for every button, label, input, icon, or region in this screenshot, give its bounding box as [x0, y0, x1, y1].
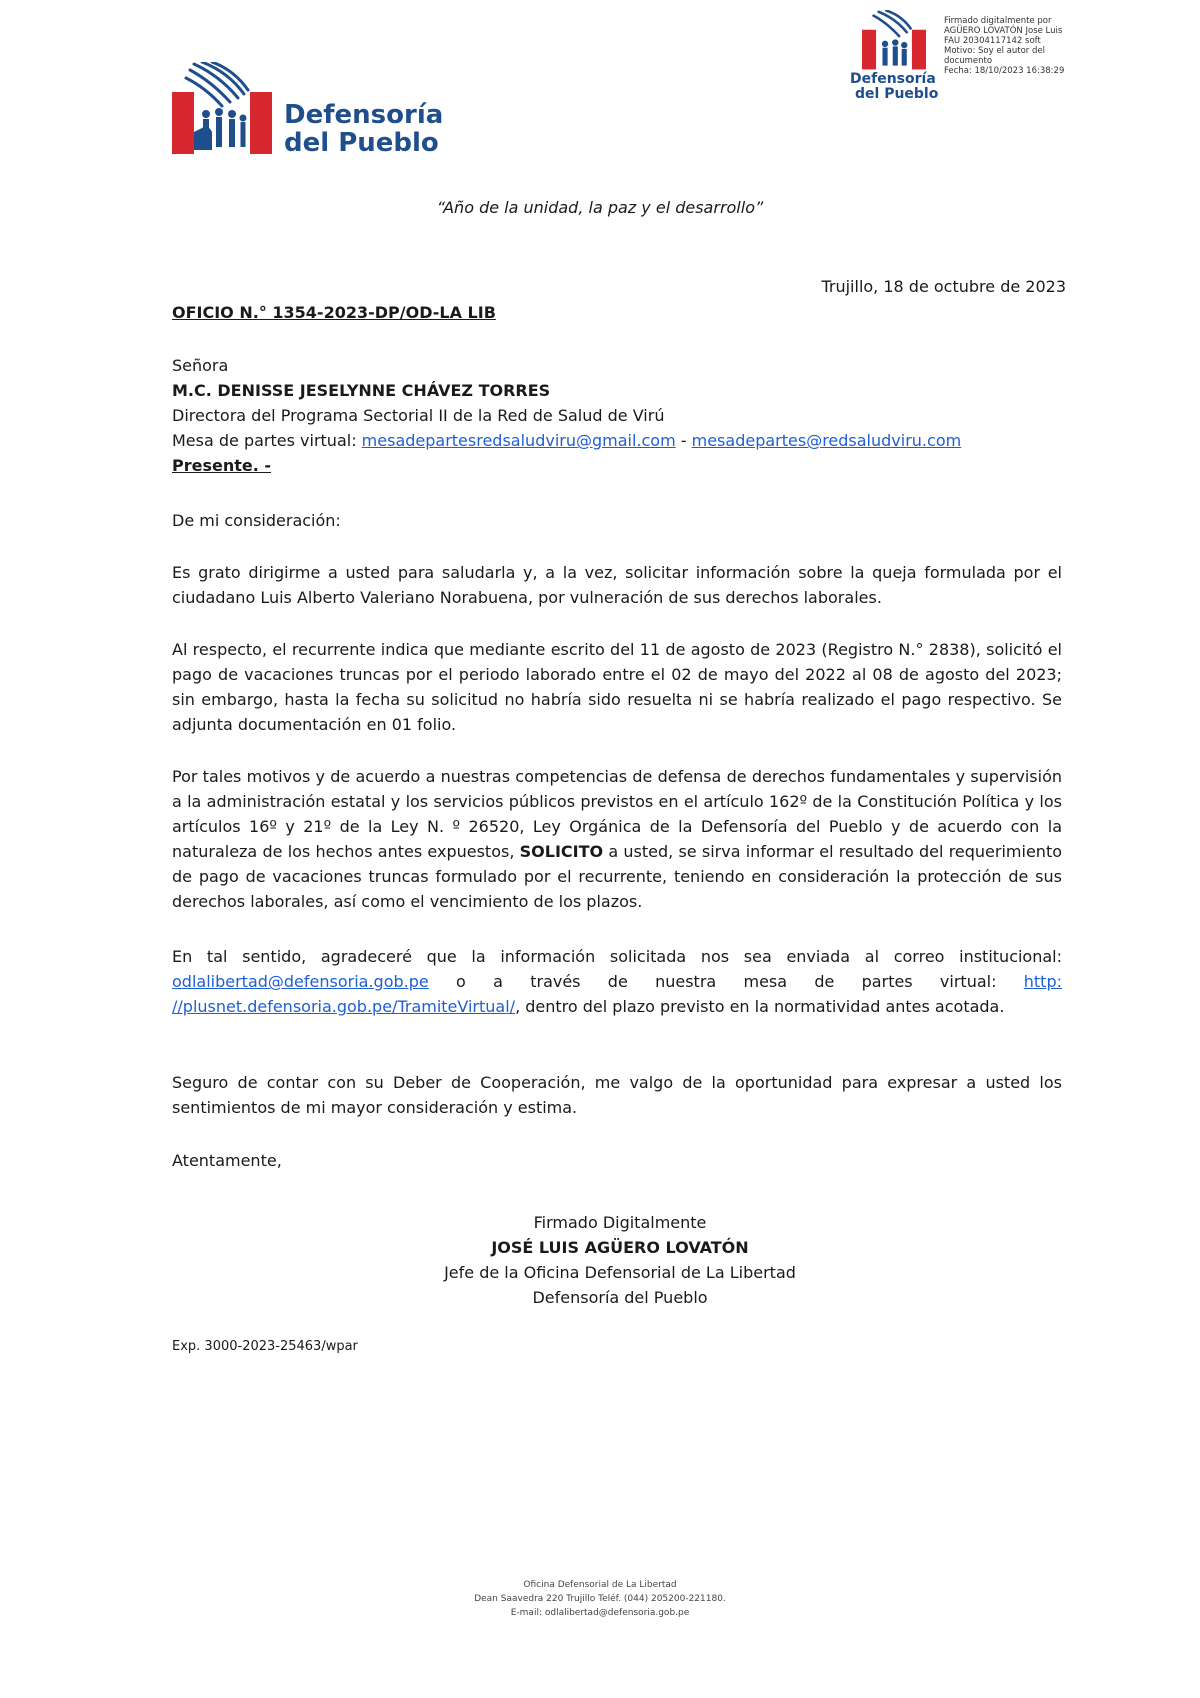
digital-signature-details [944, 16, 1094, 76]
signer-position: Jefe de la Oficina Defensorial de La Libertad [444, 1263, 796, 1282]
solicito-text: SOLICITO [519, 842, 604, 861]
addressee-name: M.C. DENISSE JESELYNNE CHÁVEZ TORRES [172, 381, 551, 400]
mesa-label: Mesa de partes virtual: [172, 431, 362, 450]
mesa-de-partes-line [172, 428, 1062, 453]
stamp-logo-text-line2: del Pueblo [855, 86, 939, 102]
closing: Atentamente, [172, 1151, 282, 1170]
footer-line-2: Dean Saavedra 220 Trujillo Teléf. (044) 205200-221180. [474, 1594, 726, 1604]
footer-line-1: Oficina Defensorial de La Libertad [523, 1580, 677, 1590]
email-link-2[interactable]: mesadepartes@redsaludviru.com [691, 431, 962, 450]
logo-text-line2: del Pueblo [284, 128, 439, 158]
paragraph-4-part1: En tal sentido, agradeceré que la información solicitada nos sea enviada al correo institucional: [172, 947, 1062, 966]
addressee-position: Directora del Programa Sectorial II de la Red de Salud de Virú [172, 406, 665, 425]
expediente-number: Exp. 3000-2023-25463/wpar [172, 1339, 358, 1354]
paragraph-3 [172, 764, 1062, 914]
paragraph-1: Es grato dirigirme a usted para saludarla y, a la vez, solicitar información sobre la queja formulada por el ciudadano Luis Alberto Valeriano Norabuena, por vulneración de sus derechos laborales. [172, 563, 1062, 607]
paragraph-2: Al respecto, el recurrente indica que mediante escrito del 11 de agosto de 2023 (Registro N.° 2838), solicitó el pago de vacaciones truncas por el periodo laborado entre el 02 de mayo del 2022 al 08 de agosto del 2023; sin embargo, hasta la fecha su solicitud no habría sido resuelta ni se habría realizado el pago respectivo. Se adjunta documentación en 01 folio. [172, 640, 1062, 734]
salutation: Señora [172, 356, 229, 375]
paragraph-5: Seguro de contar con su Deber de Cooperación, me valgo de la oportunidad para expresar a usted los sentimientos de mi mayor consideración y estima. [172, 1073, 1062, 1117]
stamp-logo-text-line1: Defensoría [850, 71, 936, 87]
email-separator: - [675, 431, 692, 450]
signature-line: documento [944, 56, 993, 66]
addressee-block [172, 353, 1062, 478]
paragraph-4-part3: , dentro del plazo previsto en la normatividad antes acotada. [515, 997, 1005, 1016]
paragraph-3-part2: a usted, se sirva informar el resultado del requerimiento de pago de vacaciones truncas formulado por el recurrente, teniendo en consideración la protección de sus derechos laborales, así como el vencimiento de los plazos. [172, 842, 1063, 911]
email-link-1[interactable]: mesadepartesredsaludviru@gmail.com [361, 431, 676, 450]
greeting: De mi consideración: [172, 511, 341, 530]
page-footer [0, 1578, 1200, 1620]
paragraph-4-part2: o a través de nuestra mesa de partes virtual: [428, 972, 1024, 991]
signature-line: FAU 20304117142 soft [944, 36, 1041, 46]
signer-name: JOSÉ LUIS AGÜERO LOVATÓN [491, 1238, 749, 1257]
signature-line: Firmado digitalmente por [944, 16, 1052, 26]
year-motto: “Año de la unidad, la paz y el desarrollo” [436, 198, 764, 217]
oficio-number: OFICIO N.° 1354-2023-DP/OD-LA LIB [172, 303, 496, 322]
signed-digitally: Firmado Digitalmente [533, 1213, 707, 1232]
institutional-email-link[interactable]: odlalibertad@defensoria.gob.pe [172, 972, 429, 991]
tramite-virtual-link[interactable]: http: //plusnet.defensoria.gob.pe/TramiteVirtual/ [172, 972, 1062, 1016]
logo-text-line1: Defensoría [284, 100, 444, 130]
presente: Presente. - [172, 456, 272, 475]
date-line: Trujillo, 18 de octubre de 2023 [821, 277, 1066, 296]
paragraph-4 [172, 944, 1062, 1019]
signature-stamp-logo [850, 10, 950, 104]
signature-line: AGÜERO LOVATÓN Jose Luis [944, 26, 1063, 36]
paragraph-3-part1: Por tales motivos y de acuerdo a nuestras competencias de defensa de derechos fundamentales y supervisión a la administración estatal y los servicios públicos previstos en el artículo 162º de la Constitución Política y los artículos 16º y 21º de la Ley N. º 26520, Ley Orgánica de la Defensoría del Pueblo y de acuerdo con la naturaleza de los hechos antes expuestos, [172, 767, 1062, 861]
signer-institution: Defensoría del Pueblo [532, 1288, 708, 1307]
footer-line-3: E-mail: odlalibertad@defensoria.gob.pe [510, 1608, 690, 1618]
signature-line: Fecha: 18/10/2023 16:38:29 [944, 66, 1065, 76]
signature-line: Motivo: Soy el autor del [944, 46, 1045, 56]
defensoria-logo [172, 62, 442, 162]
signature-block [0, 1210, 1200, 1310]
signature-stamp-logo-mark [862, 10, 926, 70]
defensoria-logo-mark [172, 62, 272, 154]
